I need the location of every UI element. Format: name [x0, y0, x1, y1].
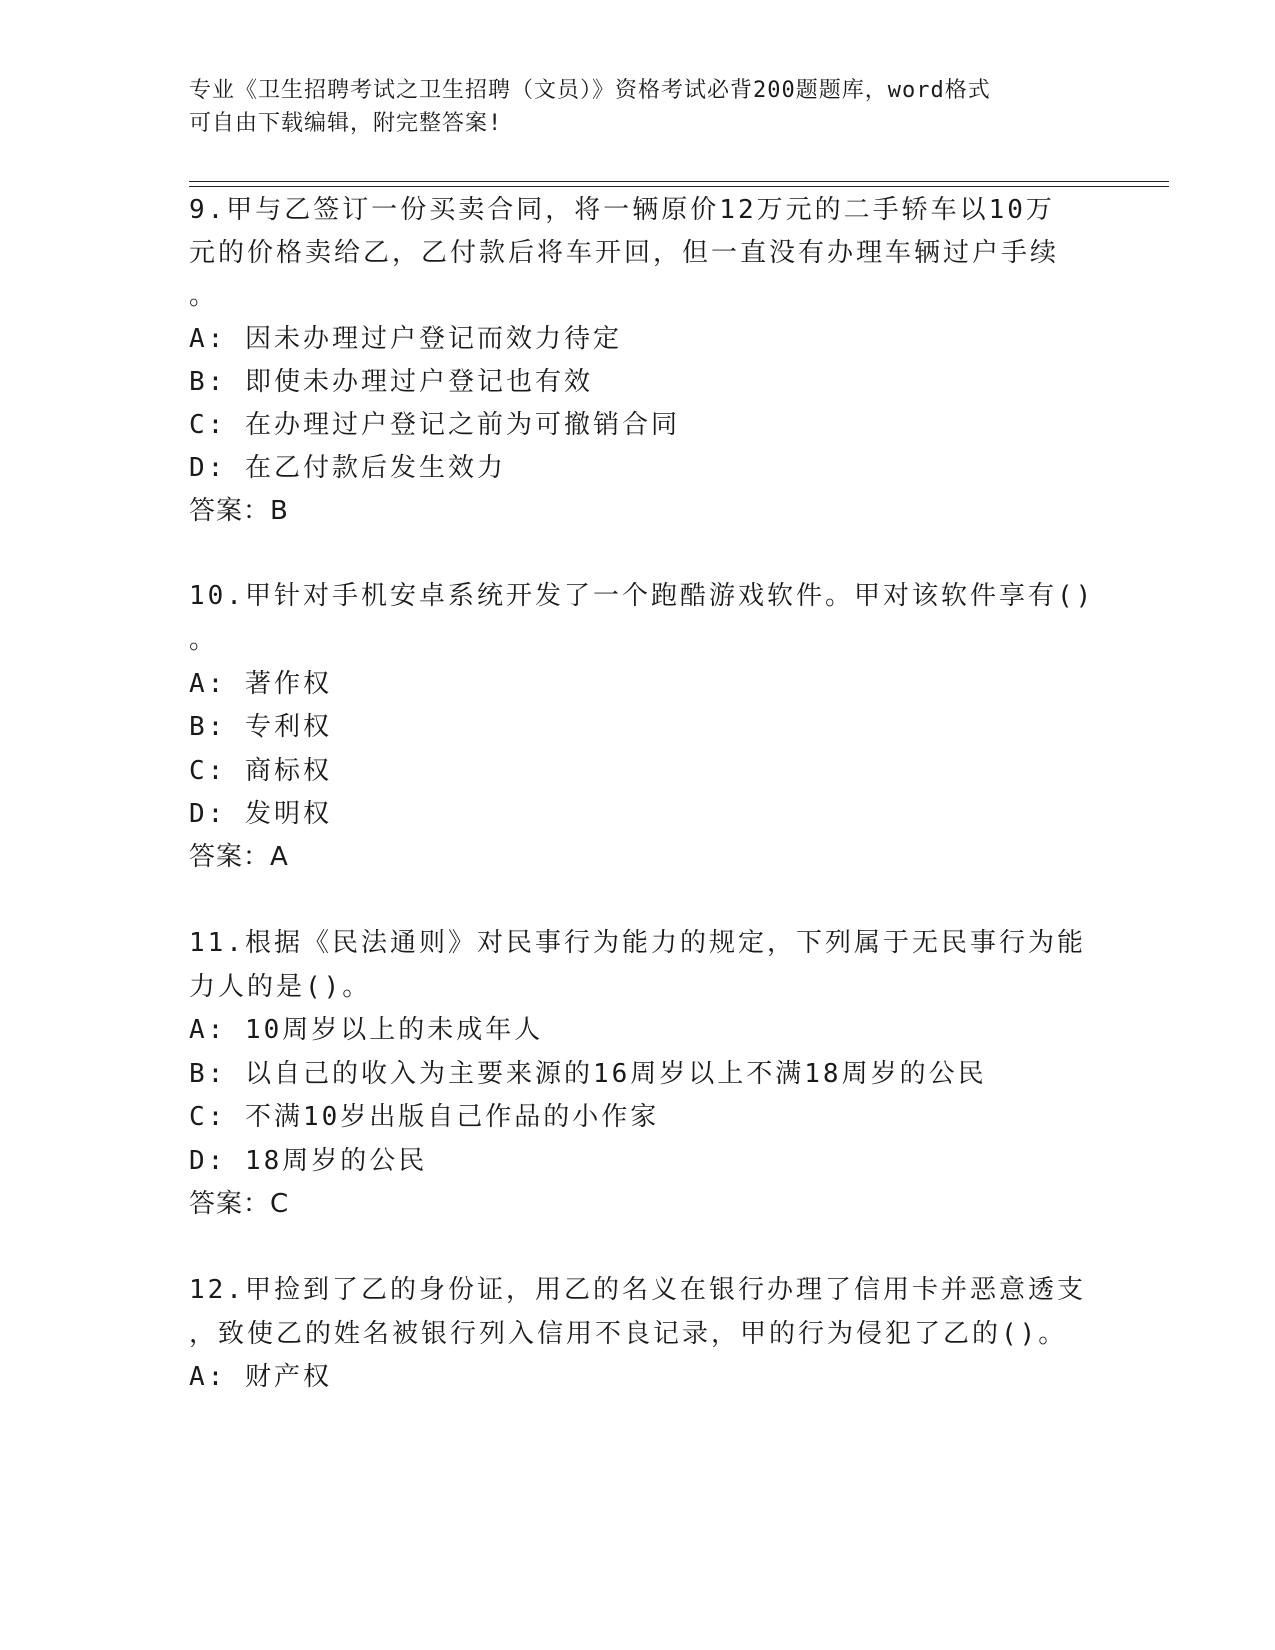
question-9-option-b: B: 即使未办理过户登记也有效	[189, 367, 593, 397]
header-line-1: 专业《卫生招聘考试之卫生招聘（文员）》资格考试必背200题题库，word格式	[189, 78, 991, 103]
header-line-2: 可自由下载编辑，附完整答案!	[189, 111, 503, 136]
question-10-stem-line-2: 。	[189, 625, 219, 655]
question-10-option-d: D: 发明权	[189, 799, 332, 829]
question-12-option-a: A: 财产权	[189, 1362, 332, 1392]
question-11-option-c: C: 不满10岁出版自己作品的小作家	[189, 1102, 660, 1132]
question-11-option-a: A: 10周岁以上的未成年人	[189, 1015, 544, 1045]
question-9-stem-line-2: 元的价格卖给乙，乙付款后将车开回，但一直没有办理车辆过户手续	[189, 238, 1060, 268]
question-10-option-b: B: 专利权	[189, 712, 332, 742]
question-9-stem-line-1: 9.甲与乙签订一份买卖合同，将一辆原价12万元的二手轿车以10万	[189, 195, 1055, 225]
header-divider-top	[189, 181, 1169, 182]
question-12-stem-line-1: 12.甲捡到了乙的身份证，用乙的名义在银行办理了信用卡并恶意透支	[189, 1275, 1086, 1305]
document-header	[189, 74, 1069, 140]
header-divider-bottom	[189, 186, 1169, 187]
question-11-option-d: D: 18周岁的公民	[189, 1146, 428, 1176]
question-11-stem-line-1: 11.根据《民法通则》对民事行为能力的规定，下列属于无民事行为能	[189, 928, 1086, 958]
question-10-answer: 答案：A	[189, 842, 289, 872]
question-10-option-a: A: 著作权	[189, 669, 332, 699]
question-12-stem-line-2: ，致使乙的姓名被银行列入信用不良记录，甲的行为侵犯了乙的()。	[189, 1319, 1068, 1349]
question-9-option-d: D: 在乙付款后发生效力	[189, 453, 506, 483]
question-10-stem-line-1: 10.甲针对手机安卓系统开发了一个跑酷游戏软件。甲对该软件享有()	[189, 581, 1095, 611]
question-10-option-c: C: 商标权	[189, 756, 332, 786]
question-11-stem-line-2: 力人的是()。	[189, 972, 372, 1002]
question-9-option-c: C: 在办理过户登记之前为可撤销合同	[189, 410, 680, 440]
question-11-option-b: B: 以自己的收入为主要来源的16周岁以上不满18周岁的公民	[189, 1059, 987, 1089]
question-11-answer: 答案：C	[189, 1189, 290, 1219]
question-9-option-a: A: 因未办理过户登记而效力待定	[189, 324, 622, 354]
question-9-answer: 答案：B	[189, 496, 289, 526]
question-9-stem-line-3: 。	[189, 281, 219, 311]
